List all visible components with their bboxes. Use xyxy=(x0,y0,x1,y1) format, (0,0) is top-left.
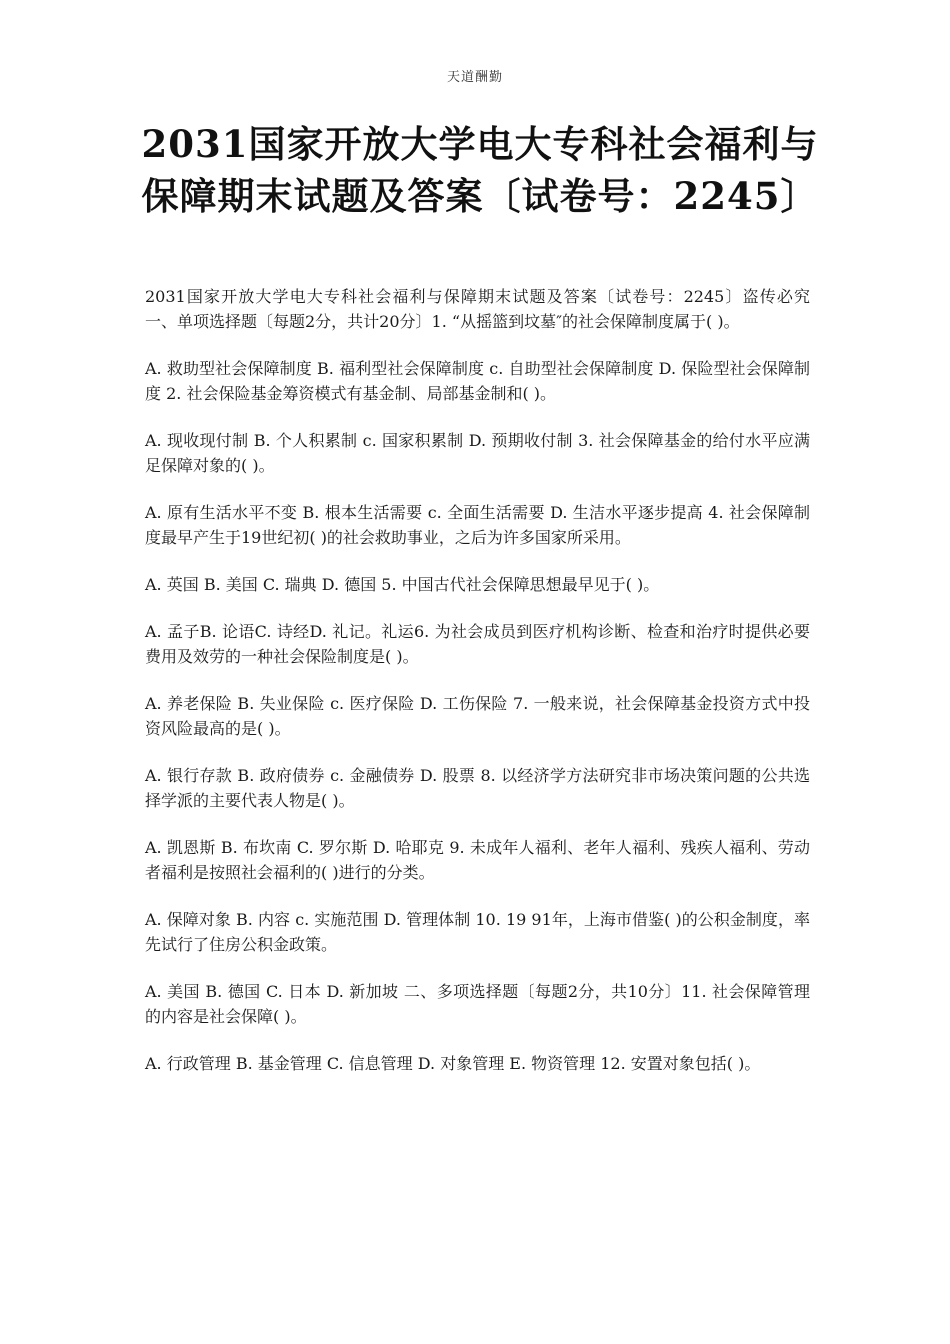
document-title: 2031国家开放大学电大专科社会福利与保障期末试题及答案〔试卷号：2245〕 xyxy=(141,122,819,218)
paragraph: A. 救助型社会保障制度 B. 福利型社会保障制度 c. 自助型社会保障制度 D. 保险型社会保障制度 2. 社会保险基金筹资模式有基金制、局部基金制和( )。 xyxy=(145,359,810,403)
paragraph: A. 英国 B. 美国 C. 瑞典 D. 德国 5. 中国古代社会保障思想最早见于( )。 xyxy=(145,575,660,594)
paragraph: 2031国家开放大学电大专科社会福利与保障期末试题及答案〔试卷号：2245〕盗传必究 一、单项选择题〔每题2分，共计20分〕1. “从摇篮到坟墓″的社会保障制度属于( )。 xyxy=(145,287,827,331)
paragraph: A. 现收现付制 B. 个人积累制 c. 国家积累制 D. 预期收付制 3. 社会保障基金的给付水平应满足保障对象的( )。 xyxy=(145,431,810,475)
paragraph: A. 美国 B. 德国 C. 日本 D. 新加坡 二、多项选择题〔每题2分，共10分〕11. 社会保障管理的内容是社会保障( )。 xyxy=(145,982,810,1026)
page-header: 天道酬勤 xyxy=(446,70,503,85)
paragraph: A. 保障对象 B. 内容 c. 实施范围 D. 管理体制 10. 19 91年，上海市借鉴( )的公积金制度，率先试行了住房公积金政策。 xyxy=(145,910,810,954)
document-body xyxy=(145,284,827,1098)
paragraph: A. 行政管理 B. 基金管理 C. 信息管理 D. 对象管理 E. 物资管理 12. 安置对象包括( )。 xyxy=(145,1054,761,1073)
paragraph: A. 银行存款 B. 政府债券 c. 金融债券 D. 股票 8. 以经济学方法研究非市场决策问题的公共选择学派的主要代表人物是( )。 xyxy=(145,766,810,810)
paragraph: A. 孟子B. 论语C. 诗经D. 礼记。礼运6. 为社会成员到医疗机构诊断、检查和治疗时提供必要费用及效劳的一种社会保险制度是( )。 xyxy=(145,622,810,666)
paragraph: A. 原有生活水平不变 B. 根本生活需要 c. 全面生活需要 D. 生洁水平逐步提高 4. 社会保障制度最早产生于19世纪初( )的社会救助事业，之后为许多国家所采用。 xyxy=(145,503,810,547)
paragraph: A. 凯恩斯 B. 布坎南 C. 罗尔斯 D. 哈耶克 9. 未成年人福利、老年人福利、残疾人福利、劳动者福利是按照社会福利的( )进行的分类。 xyxy=(145,838,810,882)
paragraph: A. 养老保险 B. 失业保险 c. 医疗保险 D. 工伤保险 7. 一般来说，社会保障基金投资方式中投资风险最高的是( )。 xyxy=(145,694,810,738)
